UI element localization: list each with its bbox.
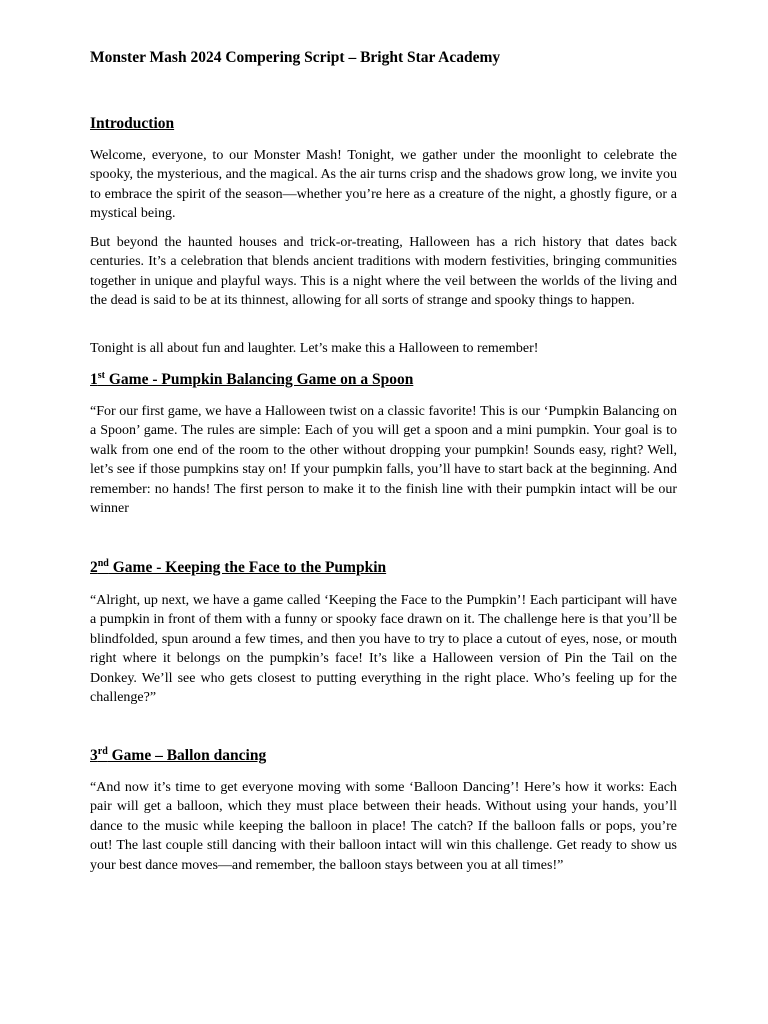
game-1-ordinal-suffix: st <box>97 369 105 381</box>
game-1-heading <box>90 370 413 390</box>
game-3-description: “And now it’s time to get everyone moving with some ‘Balloon Dancing’! Here’s how it works: Each pair will get a balloon, which they must place between their heads. Without using your hands, you’ll dance to the music while keeping the balloon in place! The catch? If the balloon falls or pops, you’re out! The last couple still dancing with their balloon intact will win this challenge. Get ready to show us your best dance moves—and remember, the balloon stays between you at all times!” <box>90 780 677 873</box>
game-2-ordinal-suffix: nd <box>97 557 109 569</box>
intro-paragraph-1: Welcome, everyone, to our Monster Mash! Tonight, we gather under the moonlight to celebrate the spooky, the mysterious, and the magical. As the air turns crisp and the shadows grow long, we invite you to embrace the spirit of the season—whether you’re here as a creature of the night, a ghostly figure, or a mystical being. <box>90 148 677 222</box>
introduction-heading: Introduction <box>90 115 175 132</box>
game-3-number: 3 <box>90 747 98 764</box>
game-1-title: Game - Pumpkin Balancing Game on a Spoon <box>104 371 414 388</box>
game-2-number: 2 <box>90 559 98 576</box>
game-3-heading <box>90 746 266 766</box>
game-2-description: “Alright, up next, we have a game called ‘Keeping the Face to the Pumpkin’! Each participant will have a pumpkin in front of them with a funny or spooky face drawn on it. The challenge here is that you’ll be blindfolded, spun around a few times, and then you have to try to place a cutout of eyes, nose, or mouth right where it belongs on the pumpkin’s face! It’s like a Halloween version of Pin the Tail on the Donkey. We’ll see who gets closest to putting everything in the right place. Who’s feeling up for the challenge?” <box>90 593 677 706</box>
game-3-title: Game – Ballon dancing <box>107 747 267 764</box>
game-1-number: 1 <box>90 371 98 388</box>
game-3-ordinal-suffix: rd <box>97 745 108 757</box>
document-title: Monster Mash 2024 Compering Script – Bright Star Academy <box>90 49 501 66</box>
game-1-description: “For our first game, we have a Halloween twist on a classic favorite! This is our ‘Pumpkin Balancing on a Spoon’ game. The rules are simple: Each of you will get a spoon and a mini pumpkin. Your goal is to walk from one end of the room to the other without dropping your pumpkin! Sounds easy, right? Well, let’s see if those pumpkins stay on! If your pumpkin falls, you’ll have to start back at the beginning. And remember: no hands! The first person to make it to the finish line with their pumpkin intact will be our winner <box>90 404 677 517</box>
intro-paragraph-3: Tonight is all about fun and laughter. Let’s make this a Halloween to remember! <box>90 341 539 356</box>
game-2-heading <box>90 558 386 578</box>
game-2-title: Game - Keeping the Face to the Pumpkin <box>108 559 387 576</box>
intro-paragraph-2: But beyond the haunted houses and trick-or-treating, Halloween has a rich history that dates back centuries. It’s a celebration that blends ancient traditions with modern festivities, bringing communities together in unique and playful ways. This is a night where the veil between the worlds of the living and the dead is said to be at its thinnest, allowing for all sorts of strange and spooky things to happen. <box>90 235 677 309</box>
